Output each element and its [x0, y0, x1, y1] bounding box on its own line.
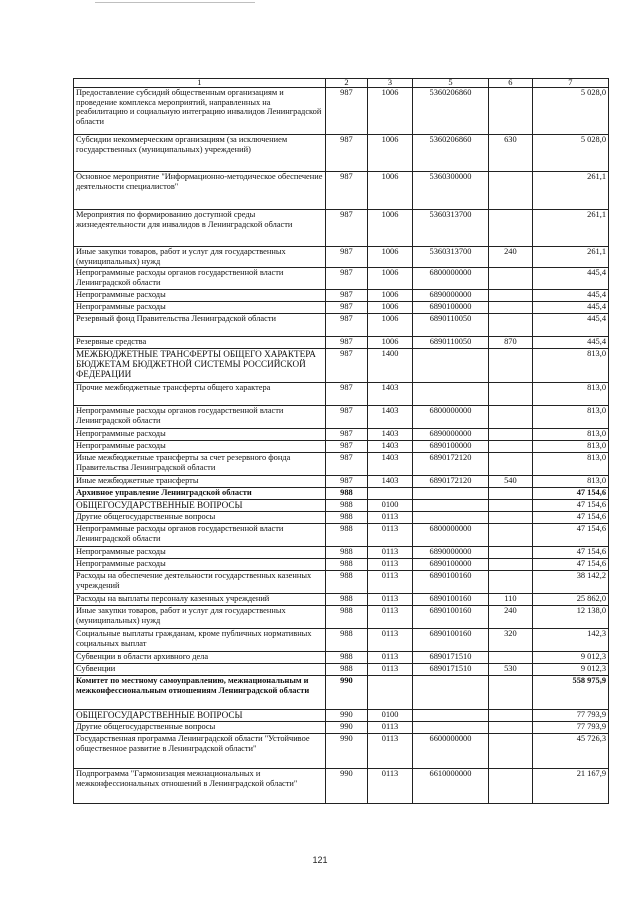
- section-code-cell: [368, 488, 413, 500]
- row-name-cell: Другие общегосударственные вопросы: [74, 512, 326, 524]
- row-name-cell: Мероприятия по формированию доступной среды жизнедеятельности для инвалидов в Ленинградской области: [74, 210, 326, 247]
- target-code-cell: 6890110050: [412, 337, 488, 349]
- row-name-cell: Резервный фонд Правительства Ленинградской области: [74, 314, 326, 337]
- row-name-cell: Другие общегосударственные вопросы: [74, 722, 326, 734]
- section-code-cell: 0113: [368, 664, 413, 676]
- amount-cell: 813,0: [532, 383, 608, 406]
- expense-type-cell: [489, 722, 533, 734]
- target-code-cell: 5360206860: [412, 88, 488, 135]
- admin-code-cell: 987: [325, 290, 367, 302]
- admin-code-cell: 987: [325, 476, 367, 488]
- amount-cell: 25 862,0: [532, 594, 608, 606]
- section-code-cell: 1403: [368, 406, 413, 429]
- row-name-cell: Резервные средства: [74, 337, 326, 349]
- section-code-cell: 0113: [368, 734, 413, 769]
- target-code-cell: [412, 488, 488, 500]
- admin-code-cell: 987: [325, 172, 367, 210]
- admin-code-cell: 988: [325, 652, 367, 664]
- table-row: [74, 441, 609, 453]
- target-code-cell: 6890171510: [412, 664, 488, 676]
- table-row: [74, 722, 609, 734]
- expense-type-cell: [489, 512, 533, 524]
- row-name-cell: Непрограммные расходы органов государственной власти Ленинградской области: [74, 268, 326, 290]
- target-code-cell: [412, 500, 488, 512]
- target-code-cell: 6890172120: [412, 453, 488, 476]
- section-code-cell: 1403: [368, 383, 413, 406]
- table-row: [74, 349, 609, 383]
- admin-code-cell: 987: [325, 349, 367, 383]
- target-code-cell: 6800000000: [412, 524, 488, 547]
- table-row: [74, 337, 609, 349]
- section-code-cell: 1006: [368, 268, 413, 290]
- table-row: [74, 664, 609, 676]
- amount-cell: 445,4: [532, 302, 608, 314]
- admin-code-cell: 988: [325, 571, 367, 594]
- row-name-cell: Архивное управление Ленинградской области: [74, 488, 326, 500]
- target-code-cell: 6890000000: [412, 429, 488, 441]
- row-name-cell: Непрограммные расходы органов государственной власти Ленинградской области: [74, 524, 326, 547]
- expense-type-cell: 630: [489, 135, 533, 172]
- amount-cell: 261,1: [532, 210, 608, 247]
- expense-type-cell: 110: [489, 594, 533, 606]
- target-code-cell: 5360206860: [412, 135, 488, 172]
- row-name-cell: МЕЖБЮДЖЕТНЫЕ ТРАНСФЕРТЫ ОБЩЕГО ХАРАКТЕРА БЮДЖЕТАМ БЮДЖЕТНОЙ СИСТЕМЫ РОССИЙСКОЙ ФЕДЕРАЦИИ: [74, 349, 326, 383]
- target-code-cell: [412, 722, 488, 734]
- expense-type-cell: [489, 210, 533, 247]
- table-row: [74, 302, 609, 314]
- amount-cell: 38 142,2: [532, 571, 608, 594]
- amount-cell: 47 154,6: [532, 547, 608, 559]
- table-row: [74, 734, 609, 769]
- amount-cell: 47 154,6: [532, 559, 608, 571]
- table-row: [74, 268, 609, 290]
- amount-cell: 813,0: [532, 429, 608, 441]
- table-row: [74, 210, 609, 247]
- section-code-cell: 0113: [368, 769, 413, 804]
- expense-type-cell: [489, 652, 533, 664]
- target-code-cell: [412, 349, 488, 383]
- admin-code-cell: 987: [325, 337, 367, 349]
- row-name-cell: Непрограммные расходы: [74, 290, 326, 302]
- expense-type-cell: [489, 676, 533, 710]
- table-row: [74, 88, 609, 135]
- section-code-cell: 1006: [368, 247, 413, 268]
- section-code-cell: [368, 676, 413, 710]
- table-row: [74, 406, 609, 429]
- table-row: [74, 559, 609, 571]
- row-name-cell: Прочие межбюджетные трансферты общего характера: [74, 383, 326, 406]
- admin-code-cell: 988: [325, 488, 367, 500]
- section-code-cell: 0113: [368, 547, 413, 559]
- admin-code-cell: 987: [325, 429, 367, 441]
- admin-code-cell: 987: [325, 453, 367, 476]
- expense-type-cell: 320: [489, 629, 533, 652]
- expense-type-cell: 240: [489, 247, 533, 268]
- section-code-cell: 1006: [368, 337, 413, 349]
- header-cell: 2: [325, 79, 367, 88]
- section-code-cell: 1403: [368, 476, 413, 488]
- amount-cell: 261,1: [532, 247, 608, 268]
- admin-code-cell: 990: [325, 676, 367, 710]
- table-row: [74, 676, 609, 710]
- expense-type-cell: [489, 441, 533, 453]
- expense-type-cell: [489, 500, 533, 512]
- table-row: [74, 512, 609, 524]
- header-cell: 1: [74, 79, 326, 88]
- target-code-cell: 6890000000: [412, 290, 488, 302]
- admin-code-cell: 988: [325, 500, 367, 512]
- expense-type-cell: [489, 406, 533, 429]
- admin-code-cell: 987: [325, 247, 367, 268]
- admin-code-cell: 988: [325, 559, 367, 571]
- admin-code-cell: 990: [325, 722, 367, 734]
- table-row: [74, 500, 609, 512]
- expense-type-cell: [489, 547, 533, 559]
- admin-code-cell: 990: [325, 710, 367, 722]
- target-code-cell: 6890100000: [412, 559, 488, 571]
- row-name-cell: ОБЩЕГОСУДАРСТВЕННЫЕ ВОПРОСЫ: [74, 500, 326, 512]
- section-code-cell: 1403: [368, 429, 413, 441]
- row-name-cell: Государственная программа Ленинградской области "Устойчивое общественное развитие в Ленинградской области": [74, 734, 326, 769]
- amount-cell: 445,4: [532, 314, 608, 337]
- admin-code-cell: 987: [325, 88, 367, 135]
- section-code-cell: 0113: [368, 722, 413, 734]
- expense-type-cell: [489, 734, 533, 769]
- row-name-cell: ОБЩЕГОСУДАРСТВЕННЫЕ ВОПРОСЫ: [74, 710, 326, 722]
- section-code-cell: 0113: [368, 629, 413, 652]
- row-name-cell: Основное мероприятие "Информационно-методическое обеспечение деятельности специалистов": [74, 172, 326, 210]
- expense-type-cell: [489, 453, 533, 476]
- admin-code-cell: 988: [325, 524, 367, 547]
- table-row: [74, 629, 609, 652]
- section-code-cell: 1006: [368, 88, 413, 135]
- target-code-cell: 6600000000: [412, 734, 488, 769]
- target-code-cell: 6890100160: [412, 571, 488, 594]
- admin-code-cell: 987: [325, 314, 367, 337]
- admin-code-cell: 990: [325, 769, 367, 804]
- table-row: [74, 594, 609, 606]
- table-row: [74, 547, 609, 559]
- row-name-cell: Непрограммные расходы: [74, 441, 326, 453]
- section-code-cell: 1006: [368, 172, 413, 210]
- target-code-cell: 6890100000: [412, 441, 488, 453]
- amount-cell: 5 028,0: [532, 88, 608, 135]
- header-cell: 3: [368, 79, 413, 88]
- top-rule: [95, 2, 255, 3]
- target-code-cell: 6890171510: [412, 652, 488, 664]
- section-code-cell: 0113: [368, 512, 413, 524]
- admin-code-cell: 988: [325, 606, 367, 629]
- target-code-cell: [412, 710, 488, 722]
- admin-code-cell: 988: [325, 664, 367, 676]
- table-row: [74, 769, 609, 804]
- table-row: [74, 453, 609, 476]
- admin-code-cell: 988: [325, 629, 367, 652]
- admin-code-cell: 987: [325, 302, 367, 314]
- section-code-cell: 0100: [368, 710, 413, 722]
- expense-type-cell: [489, 571, 533, 594]
- expense-type-cell: [489, 710, 533, 722]
- amount-cell: 9 012,3: [532, 652, 608, 664]
- table-row: [74, 247, 609, 268]
- target-code-cell: 5360313700: [412, 210, 488, 247]
- admin-code-cell: 987: [325, 441, 367, 453]
- expense-type-cell: [489, 769, 533, 804]
- expense-type-cell: [489, 302, 533, 314]
- amount-cell: 261,1: [532, 172, 608, 210]
- target-code-cell: 5360300000: [412, 172, 488, 210]
- table-row: [74, 476, 609, 488]
- table-row: [74, 524, 609, 547]
- target-code-cell: 6890100160: [412, 629, 488, 652]
- section-code-cell: 0113: [368, 652, 413, 664]
- table-row: [74, 606, 609, 629]
- admin-code-cell: 987: [325, 210, 367, 247]
- amount-cell: 12 138,0: [532, 606, 608, 629]
- section-code-cell: 1403: [368, 441, 413, 453]
- section-code-cell: 0113: [368, 559, 413, 571]
- amount-cell: 5 028,0: [532, 135, 608, 172]
- target-code-cell: 6890100160: [412, 594, 488, 606]
- expense-type-cell: 240: [489, 606, 533, 629]
- expense-type-cell: [489, 172, 533, 210]
- row-name-cell: Расходы на обеспечение деятельности государственных казенных учреждений: [74, 571, 326, 594]
- row-name-cell: Иные межбюджетные трансферты: [74, 476, 326, 488]
- section-code-cell: 0113: [368, 594, 413, 606]
- amount-cell: 45 726,3: [532, 734, 608, 769]
- section-code-cell: 1006: [368, 314, 413, 337]
- amount-cell: 445,4: [532, 290, 608, 302]
- expense-type-cell: [489, 559, 533, 571]
- expense-type-cell: [489, 268, 533, 290]
- target-code-cell: 6890110050: [412, 314, 488, 337]
- expense-type-cell: [489, 488, 533, 500]
- page-number: 121: [312, 855, 328, 865]
- section-code-cell: 1006: [368, 135, 413, 172]
- target-code-cell: 6800000000: [412, 268, 488, 290]
- expense-type-cell: [489, 88, 533, 135]
- row-name-cell: Субсидии некоммерческим организациям (за исключением государственных (муниципальных) учреждений): [74, 135, 326, 172]
- row-name-cell: Иные закупки товаров, работ и услуг для государственных (муниципальных) нужд: [74, 247, 326, 268]
- amount-cell: 47 154,6: [532, 512, 608, 524]
- target-code-cell: 6890000000: [412, 547, 488, 559]
- target-code-cell: 6800000000: [412, 406, 488, 429]
- table-row: [74, 314, 609, 337]
- row-name-cell: Иные закупки товаров, работ и услуг для государственных (муниципальных) нужд: [74, 606, 326, 629]
- amount-cell: 142,3: [532, 629, 608, 652]
- table-row: [74, 571, 609, 594]
- row-name-cell: Субвенции в области архивного дела: [74, 652, 326, 664]
- expense-type-cell: 540: [489, 476, 533, 488]
- row-name-cell: Подпрограмма "Гармонизация межнациональных и межконфессиональных отношений в Ленинградской области": [74, 769, 326, 804]
- header-cell: 5: [412, 79, 488, 88]
- admin-code-cell: 988: [325, 594, 367, 606]
- section-code-cell: 0100: [368, 500, 413, 512]
- section-code-cell: 1006: [368, 210, 413, 247]
- section-code-cell: 0113: [368, 524, 413, 547]
- expense-type-cell: [489, 290, 533, 302]
- row-name-cell: Комитет по местному самоуправлению, межнациональным и межконфессиональным отношениям Ленинградской области: [74, 676, 326, 710]
- expense-type-cell: 870: [489, 337, 533, 349]
- amount-cell: 813,0: [532, 441, 608, 453]
- header-cell: 6: [489, 79, 533, 88]
- amount-cell: 813,0: [532, 349, 608, 383]
- amount-cell: 47 154,6: [532, 524, 608, 547]
- target-code-cell: [412, 676, 488, 710]
- table-row: [74, 383, 609, 406]
- amount-cell: 9 012,3: [532, 664, 608, 676]
- row-name-cell: Непрограммные расходы: [74, 429, 326, 441]
- target-code-cell: 6890100000: [412, 302, 488, 314]
- admin-code-cell: 987: [325, 383, 367, 406]
- amount-cell: 47 154,6: [532, 488, 608, 500]
- table-row: [74, 488, 609, 500]
- row-name-cell: Непрограммные расходы: [74, 302, 326, 314]
- section-code-cell: 0113: [368, 571, 413, 594]
- expense-type-cell: [489, 524, 533, 547]
- target-code-cell: [412, 512, 488, 524]
- expense-type-cell: [489, 429, 533, 441]
- table-row: [74, 652, 609, 664]
- amount-cell: 77 793,9: [532, 710, 608, 722]
- row-name-cell: Непрограммные расходы органов государственной власти Ленинградской области: [74, 406, 326, 429]
- amount-cell: 21 167,9: [532, 769, 608, 804]
- target-code-cell: 6610000000: [412, 769, 488, 804]
- section-code-cell: 1006: [368, 302, 413, 314]
- amount-cell: 558 975,9: [532, 676, 608, 710]
- amount-cell: 813,0: [532, 406, 608, 429]
- section-code-cell: 1400: [368, 349, 413, 383]
- target-code-cell: [412, 383, 488, 406]
- row-name-cell: Иные межбюджетные трансферты за счет резервного фонда Правительства Ленинградской области: [74, 453, 326, 476]
- amount-cell: 77 793,9: [532, 722, 608, 734]
- amount-cell: 445,4: [532, 268, 608, 290]
- expense-type-cell: [489, 314, 533, 337]
- admin-code-cell: 987: [325, 135, 367, 172]
- row-name-cell: Предоставление субсидий общественным организациям и проведение комплекса мероприятий, направленных на реабилитацию и социальную интеграцию инвалидов Ленинградской области: [74, 88, 326, 135]
- table-row: [74, 290, 609, 302]
- table-row: [74, 135, 609, 172]
- expense-type-cell: [489, 383, 533, 406]
- admin-code-cell: 988: [325, 547, 367, 559]
- table-row: [74, 429, 609, 441]
- target-code-cell: 5360313700: [412, 247, 488, 268]
- amount-cell: 813,0: [532, 453, 608, 476]
- section-code-cell: 1006: [368, 290, 413, 302]
- amount-cell: 47 154,6: [532, 500, 608, 512]
- section-code-cell: 1403: [368, 453, 413, 476]
- admin-code-cell: 988: [325, 512, 367, 524]
- header-cell: 7: [532, 79, 608, 88]
- row-name-cell: Непрограммные расходы: [74, 559, 326, 571]
- row-name-cell: Субвенции: [74, 664, 326, 676]
- admin-code-cell: 990: [325, 734, 367, 769]
- admin-code-cell: 987: [325, 268, 367, 290]
- amount-cell: 813,0: [532, 476, 608, 488]
- row-name-cell: Расходы на выплаты персоналу казенных учреждений: [74, 594, 326, 606]
- admin-code-cell: 987: [325, 406, 367, 429]
- table-row: [74, 710, 609, 722]
- amount-cell: 445,4: [532, 337, 608, 349]
- section-code-cell: 0113: [368, 606, 413, 629]
- budget-table: [73, 78, 609, 804]
- row-name-cell: Социальные выплаты гражданам, кроме публичных нормативных социальных выплат: [74, 629, 326, 652]
- target-code-cell: 6890172120: [412, 476, 488, 488]
- expense-type-cell: [489, 349, 533, 383]
- table-body: [74, 88, 609, 804]
- expense-type-cell: 530: [489, 664, 533, 676]
- target-code-cell: 6890100160: [412, 606, 488, 629]
- row-name-cell: Непрограммные расходы: [74, 547, 326, 559]
- table-header-row: [74, 79, 609, 88]
- table-row: [74, 172, 609, 210]
